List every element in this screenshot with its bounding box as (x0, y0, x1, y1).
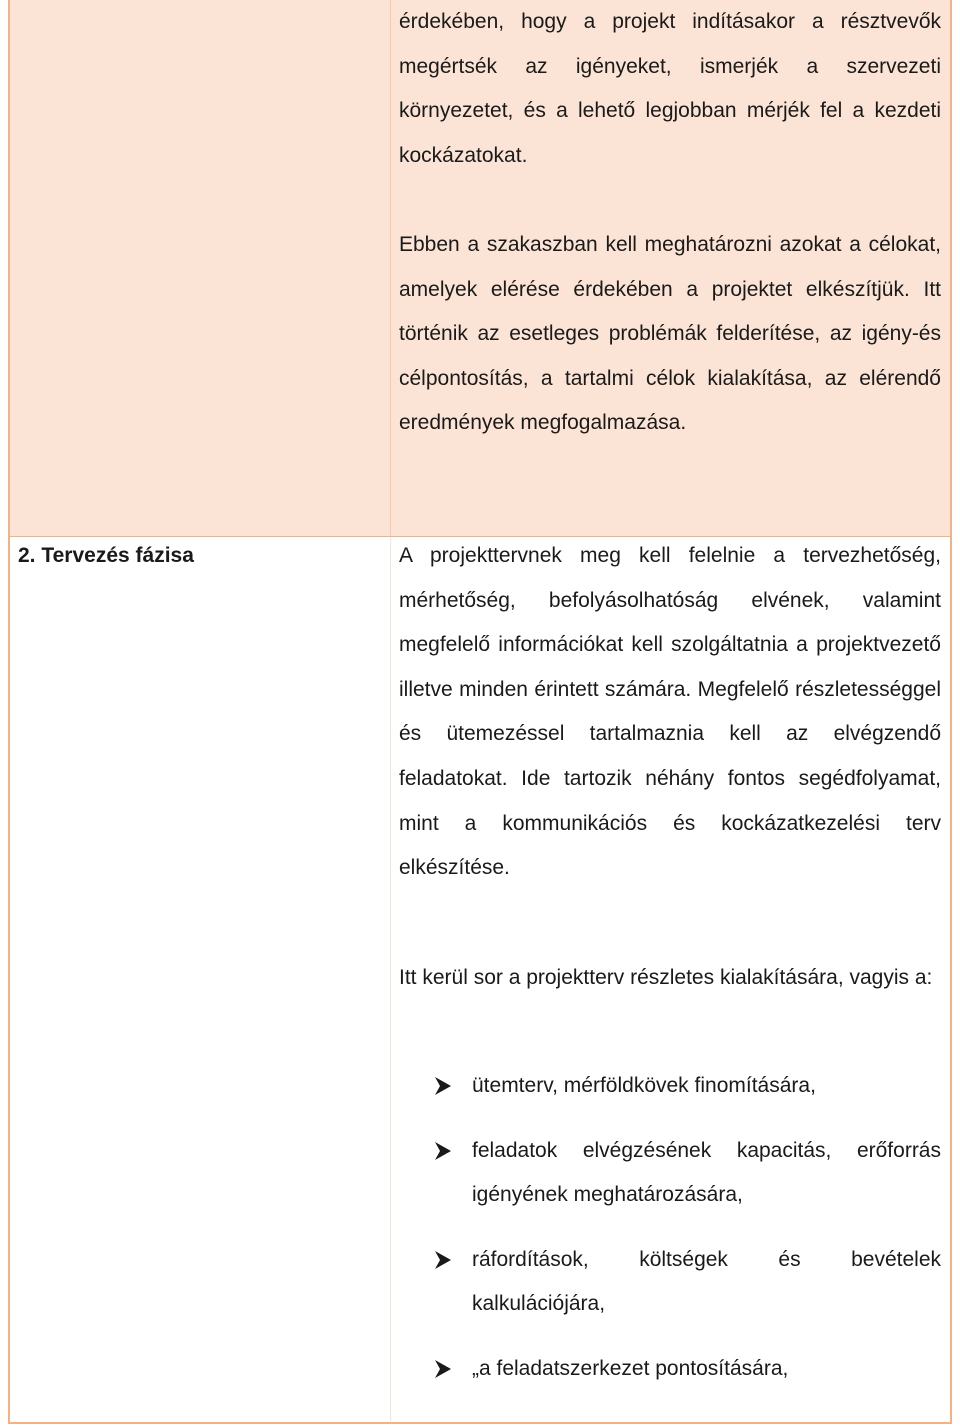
list-item (432, 1347, 941, 1392)
phase-1-description (399, 0, 941, 446)
phase-1-paragraph-1: érdekében, hogy a projekt indításakor a résztvevők megértsék az igényeket, ismerjék a szervezeti környezetet, és a lehető legjobban mérjék fel a kezdeti kockázatokat. (399, 10, 941, 167)
list-item-text: ráfordítások, költségek és bevételek kalkulációjára, (472, 1247, 941, 1316)
phase-1-paragraph-2: Ebben a szakaszban kell meghatározni azokat a célokat, amelyek elérése érdekében a projektet elkészítjük. Itt történik az esetleges problémák felderítése, az igény-és célpontosítás, a tartalmi célok kialakítása, az elérendő eredmények megfogalmazása. (399, 232, 941, 435)
list-item-text: ütemterv, mérföldkövek finomítására, (472, 1074, 816, 1097)
phase-2-paragraph-2: Itt kerül sor a projektterv részletes kialakítására, vagyis a: (399, 966, 933, 989)
phase-2-description (399, 534, 941, 891)
column-divider (390, 0, 391, 536)
arrowhead-bullet-icon (432, 1238, 454, 1282)
phase-2-paragraph-1: A projekttervnek meg kell felelnie a tervezhetőség, mérhetőség, befolyásolhatóság elvének, valamint megfelelő információkat kell szolgáltatnia a projektvezető illetve minden érintett számára. Megfelelő részletességgel és ütemezéssel tartalmaznia kell az elvégzendő feladatokat. Ide tartozik néhány fontos segédfolyamat, mint a kommunikációs és kockázatkezelési terv elkészítése. (399, 544, 941, 880)
list-item-text: feladatok elvégzésének kapacitás, erőforrás igényének meghatározására, (472, 1138, 941, 1207)
phase-2-intro (399, 956, 941, 1001)
list-item-text: „a feladatszerkezet pontosítására, (472, 1356, 789, 1380)
list-item (432, 1238, 941, 1327)
phase-2-bullet-list (432, 1064, 941, 1392)
arrowhead-bullet-icon (432, 1347, 454, 1391)
list-item (432, 1064, 941, 1109)
list-item (432, 1129, 941, 1218)
phase-2-title: 2. Tervezés fázisa (18, 544, 194, 567)
column-divider (390, 537, 391, 1422)
arrowhead-bullet-icon (432, 1064, 454, 1108)
arrowhead-bullet-icon (432, 1129, 454, 1173)
